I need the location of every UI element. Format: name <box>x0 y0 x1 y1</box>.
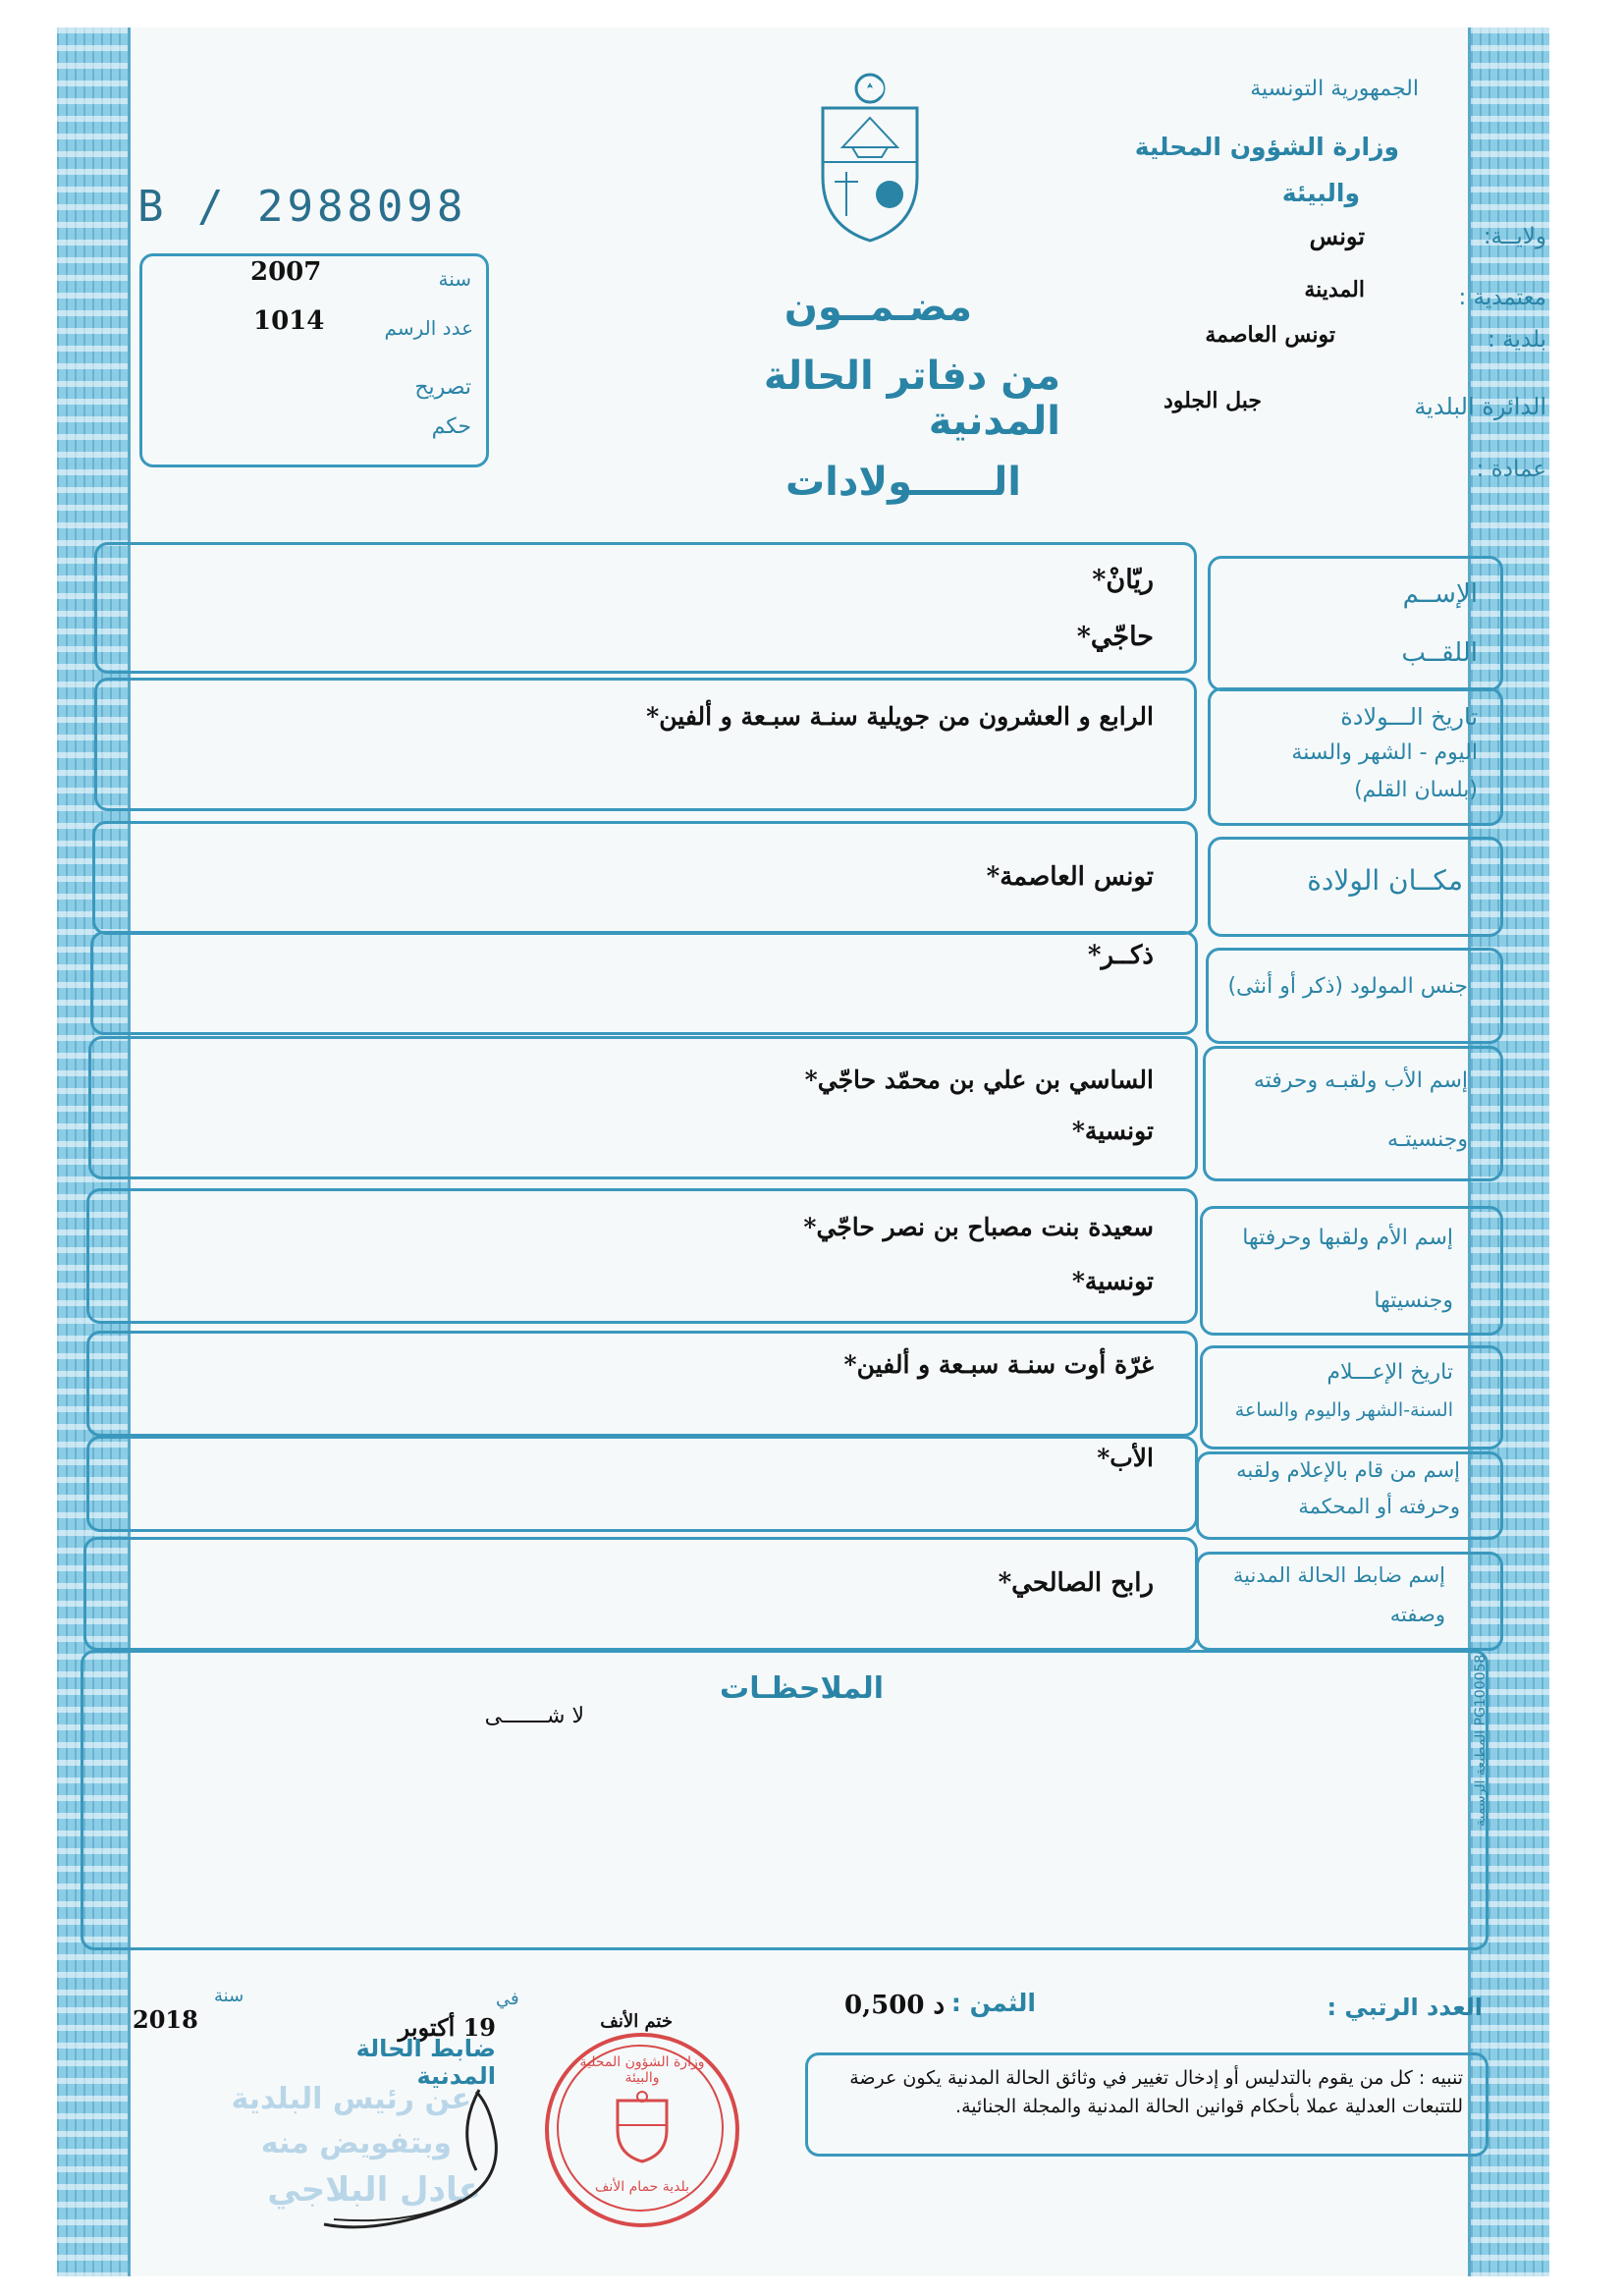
day-month-value: 19 أكتوبر <box>398 2013 496 2042</box>
baladiya-label: بلدية : <box>1488 327 1546 353</box>
title-line2: من دفاتر الحالة المدنية <box>763 354 1060 444</box>
year-label: سنة <box>214 1986 244 2006</box>
remarks-title: الملاحظـات <box>720 1671 884 1706</box>
father-value: الساسي بن علي بن محمّد حاجّي* <box>804 1066 1154 1094</box>
republic-name: الجمهورية التونسية <box>1250 77 1419 101</box>
mother-nationality-value: تونسية* <box>1071 1267 1154 1295</box>
omada-label: عمادة : <box>1476 457 1546 482</box>
ministry-line2: والبيئة <box>1281 179 1360 207</box>
name-label-box <box>1208 556 1503 691</box>
father-nationality-label: وجنسيتـه <box>1386 1127 1468 1152</box>
birth-date-label: تاريخ الـــولادة <box>1340 703 1478 731</box>
handwritten-signature <box>295 2052 520 2249</box>
mother-value: سعيدة بنت مصباح بن نصر حاجّي* <box>803 1213 1154 1241</box>
officer-value: رابح الصالحي* <box>998 1568 1154 1598</box>
serial-label: العدد الرتبي : <box>1326 1994 1483 2021</box>
declarant-value: الأب* <box>1097 1444 1154 1472</box>
title-line1: مضـمــون <box>784 285 972 330</box>
record-judgment-label: حكم <box>431 414 471 439</box>
mootamadiya-value: المدينة <box>1304 277 1365 302</box>
officer-title-label: وصفته <box>1389 1603 1445 1626</box>
wilaya-value: تونس <box>1309 222 1365 250</box>
remarks-value: لا شـــــــى <box>484 1704 584 1728</box>
birth-place-value: تونس العاصمة* <box>986 862 1154 892</box>
mother-label: إسم الأم ولقبها وحرفتها <box>1242 1226 1453 1250</box>
section-title: الــــــولادات <box>785 460 1021 505</box>
printer-code: المطبعة الرسمية PG100058 <box>1473 1654 1489 1827</box>
price-label: الثمن : <box>950 1989 1036 2017</box>
record-number-label: عدد الرسم <box>384 316 473 340</box>
coat-of-arms-icon <box>813 69 927 246</box>
birth-place-label: مكــان الولادة <box>1307 864 1463 897</box>
officer-label: إسم ضابط الحالة المدنية <box>1232 1563 1445 1587</box>
father-label-box <box>1203 1046 1503 1181</box>
price-value: 0,500 د <box>844 1991 946 2020</box>
daira-value: جبل الجلود <box>1163 388 1262 413</box>
mother-nationality-label: وجنسيتها <box>1374 1288 1453 1313</box>
record-number-value: 1014 <box>253 306 325 336</box>
declaration-date-value: غرّة أوت سنـة سبـعة و ألفين* <box>843 1350 1154 1379</box>
birth-date-value: الرابع و العشرون من جويلية سنـة سبـعة و ألفين* <box>646 702 1154 731</box>
first-name-label: الإســم <box>1402 579 1478 609</box>
name-value-box <box>94 542 1197 674</box>
surname-label: اللقــب <box>1401 638 1478 668</box>
signature-line2: وبتفويض منه <box>260 2126 452 2160</box>
serial-number: B / 2988098 <box>137 182 467 232</box>
birth-date-value-box <box>94 678 1197 811</box>
father-nationality-value: تونسية* <box>1071 1117 1154 1145</box>
record-declaration-label: تصريح <box>414 375 471 400</box>
father-value-box <box>88 1036 1198 1179</box>
warning-text: تنبيه : كل من يقوم بالتدليس أو إدخال تغيير في وثائق الحالة المدنية يكون عرضة للتتبعات العدلية عملا بأحكام قوانين الحالة المدنية والمجلة الجنائية. <box>849 2067 1463 2118</box>
year-value: 2018 <box>133 2005 198 2034</box>
record-year-value: 2007 <box>250 257 322 287</box>
daira-label: الدائرة البلدية <box>1414 393 1546 420</box>
first-name-value: ريّانْ* <box>1092 565 1154 595</box>
signature-line3: عادل البلاجي <box>267 2170 481 2210</box>
birth-date-words-label: (بلسان القلم) <box>1354 778 1478 802</box>
declaration-date-label: تاريخ الإعـــلام <box>1326 1360 1453 1385</box>
declaration-date-value-box <box>86 1331 1198 1437</box>
mother-value-box <box>86 1188 1198 1324</box>
mootamadiya-label: معتمدية : <box>1458 285 1546 310</box>
declaration-date-format-label: السنة-الشهر واليوم والساعة <box>1234 1399 1453 1421</box>
gender-label: جنس المولود (ذكر أو أنثى) <box>1227 974 1468 999</box>
record-year-label: سنة <box>438 267 471 291</box>
stamp-bottom-text: بلدية حمام الأنف <box>594 2179 690 2195</box>
wilaya-label: ولايــة: <box>1483 224 1546 249</box>
declarant-profession-label: وحرفته أو المحكمة <box>1298 1495 1460 1518</box>
father-label: إسم الأب ولقبـه وحرفته <box>1253 1068 1468 1093</box>
in-label: في <box>496 1989 519 2009</box>
birth-date-format-label: اليوم - الشهر والسنة <box>1291 740 1478 765</box>
municipal-seal-stamp <box>545 2033 739 2227</box>
stamp-label: ختم الأنف <box>600 2011 673 2032</box>
ministry-line1: وزارة الشؤون المحلية <box>1134 133 1399 161</box>
stamp-emblem-icon <box>613 2091 672 2164</box>
baladiya-value: تونس العاصمة <box>1205 322 1335 348</box>
officer-signature-label: ضابط الحالة المدنية <box>355 2035 496 2090</box>
declarant-label: إسم من قام بالإعلام ولقبه <box>1236 1458 1460 1482</box>
stamp-outer-text: وزارة الشؤون المحلية والبيئة <box>579 2054 705 2086</box>
surname-value: حاجّي* <box>1076 622 1154 652</box>
gender-value: ذكــر* <box>1087 941 1154 970</box>
signature-line1: عن رئيس البلدية <box>231 2082 471 2116</box>
